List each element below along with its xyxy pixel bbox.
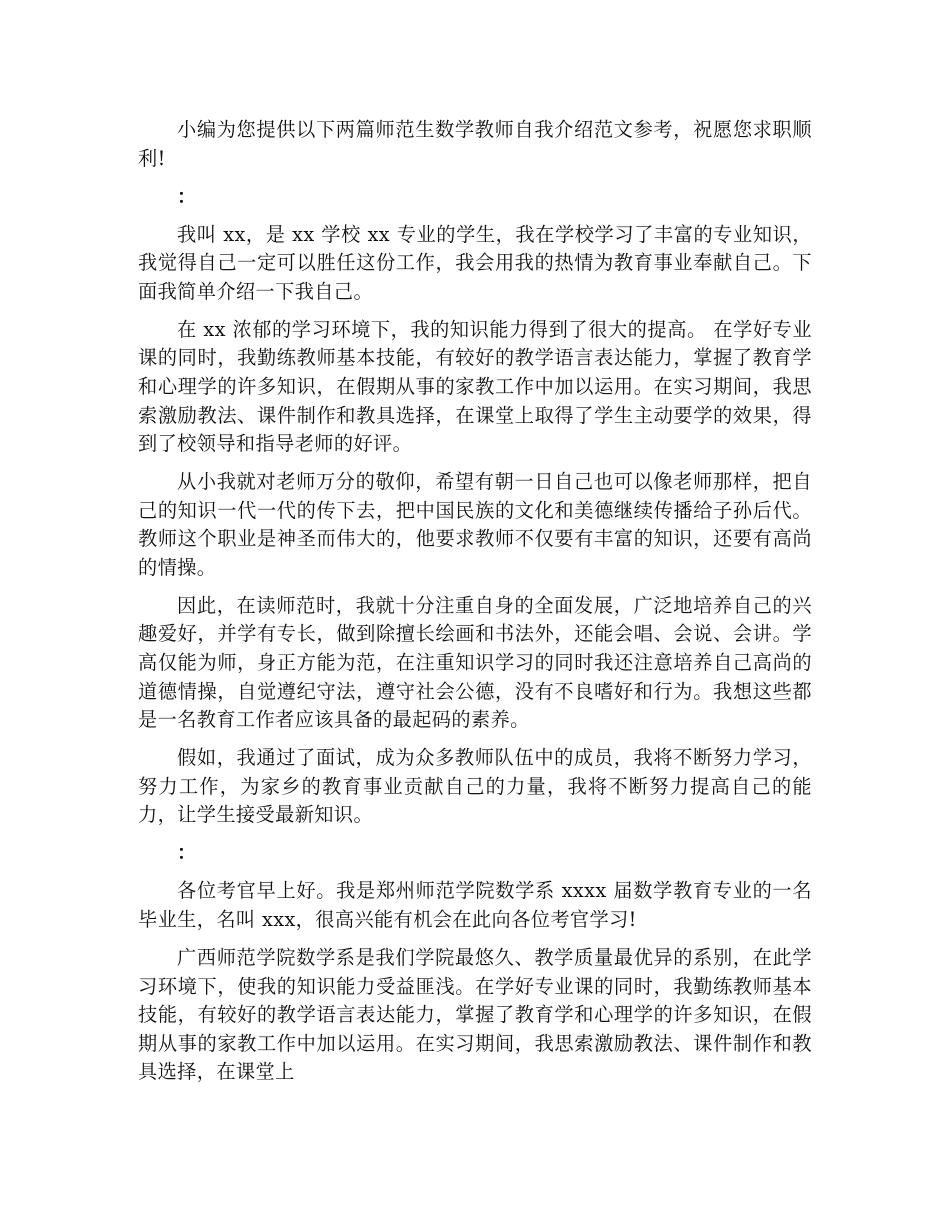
paragraph-department: 广西师范学院数学系是我们学院最悠久、教学质量最优异的系别，在此学习环境下，使我的知识能力受益匪浅。在学好专业课的同时，我勤练教师基本技能，有较好的教学语言表达能力，掌握了教育学和心理学的许多知识，在假期从事的家教工作中加以运用。在实习期间，我思索激励教法、课件制作和教具选择，在课堂上 — [138, 945, 812, 1084]
section-marker-1: ： — [177, 184, 197, 208]
section-marker-2: ： — [177, 841, 197, 865]
document-page — [138, 116, 812, 1096]
paragraph-learning: 在 xx 浓郁的学习环境下，我的知识能力得到了很大的提高。 在学好专业课的同时，我勤练教师基本技能，有较好的教学语言表达能力，掌握了教育学和心理学的许多知识，在假期从事的家教工作中加以运用。在实习期间，我思索激励教法、课件制作和教具选择，在课堂上取得了学生主动要学的效果，得到了校领导和指导老师的好评。 — [138, 317, 812, 456]
paragraph-intro: 小编为您提供以下两篇师范生数学教师自我介绍范文参考，祝愿您求职顺利! — [138, 118, 812, 170]
paragraph-admiration: 从小我就对老师万分的敬仰，希望有朝一日自己也可以像老师那样，把自己的知识一代一代的传下去，把中国民族的文化和美德继续传播给子孙后代。教师这个职业是神圣而伟大的，他要求教师不仅要有丰富的知识，还要有高尚的情操。 — [138, 470, 812, 579]
paragraph-commitment: 假如，我通过了面试，成为众多教师队伍中的成员，我将不断努力学习，努力工作，为家乡的教育事业贡献自己的力量，我将不断努力提高自己的能力，让学生接受最新知识。 — [138, 746, 812, 827]
paragraph-greeting: 各位考官早上好。我是郑州师范学院数学系 xxxx 届数学教育专业的一名毕业生，名叫 xxx，很高兴能有机会在此向各位考官学习! — [138, 879, 812, 931]
paragraph-self-intro: 我叫 xx，是 xx 学校 xx 专业的学生，我在学校学习了丰富的专业知识，我觉得自己一定可以胜任这份工作，我会用我的热情为教育事业奉献自己。下面我简单介绍一下我自己。 — [138, 222, 812, 303]
paragraph-development: 因此，在读师范时，我就十分注重自身的全面发展，广泛地培养自己的兴趣爱好，并学有专长，做到除擅长绘画和书法外，还能会唱、会说、会讲。学高仅能为师，身正方能为范，在注重知识学习的同时我还注意培养自己高尚的道德情操，自觉遵纪守法，遵守社会公德，没有不良嗜好和行为。我想这些都是一名教育工作者应该具备的最起码的素养。 — [138, 593, 812, 732]
